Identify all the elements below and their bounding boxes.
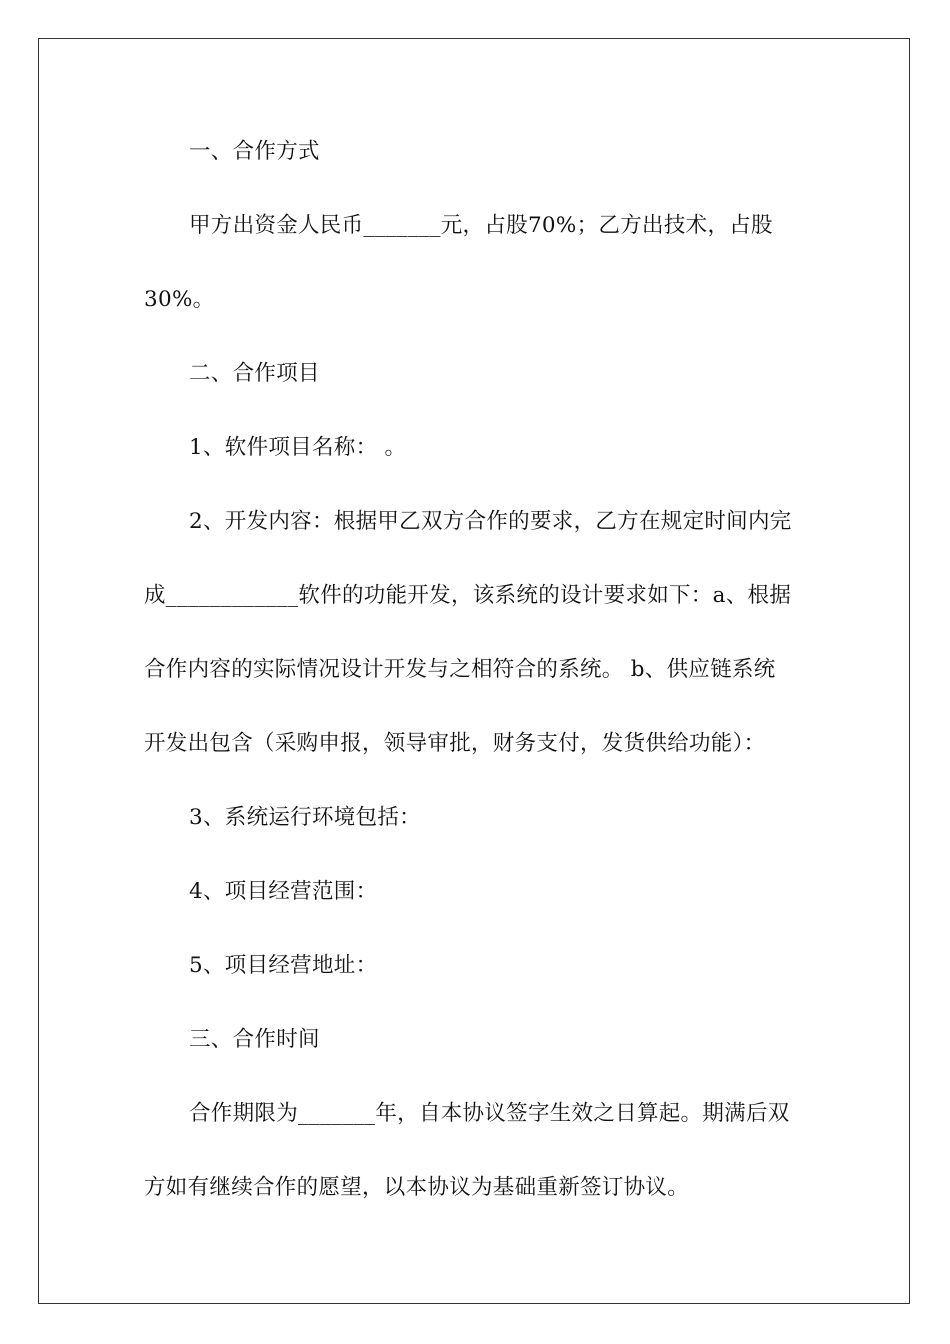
item-development-content-line-2: 成____________软件的功能开发，该系统的设计要求如下：a、根据	[144, 583, 792, 608]
item-business-scope: 4、项目经营范围：	[189, 879, 378, 904]
paragraph-capital-line-2: 30%。	[144, 287, 215, 312]
paragraph-term-line-1: 合作期限为_______年，自本协议签字生效之日算起。期满后双	[189, 1101, 790, 1126]
item-runtime-environment: 3、系统运行环境包括：	[189, 805, 421, 830]
section-heading-cooperation-method: 一、合作方式	[189, 139, 320, 164]
paragraph-capital-line-1: 甲方出资金人民币_______元，占股70%；乙方出技术，占股	[189, 213, 773, 238]
section-heading-cooperation-project: 二、合作项目	[189, 361, 320, 386]
section-heading-cooperation-time: 三、合作时间	[189, 1027, 320, 1052]
item-development-content-line-4: 开发出包含（采购申报，领导审批，财务支付，发货供给功能）：	[144, 731, 766, 756]
item-business-address: 5、项目经营地址：	[189, 953, 378, 978]
item-development-content-line-3: 合作内容的实际情况设计开发与之相符合的系统。 b、供应链系统	[144, 657, 776, 682]
item-software-project-name: 1、软件项目名称： 。	[189, 435, 407, 460]
paragraph-term-line-2: 方如有继续合作的愿望，以本协议为基础重新签订协议。	[144, 1175, 690, 1200]
document-body	[144, 124, 816, 1234]
item-development-content-line-1: 2、开发内容：根据甲乙双方合作的要求，乙方在规定时间内完	[189, 509, 792, 534]
